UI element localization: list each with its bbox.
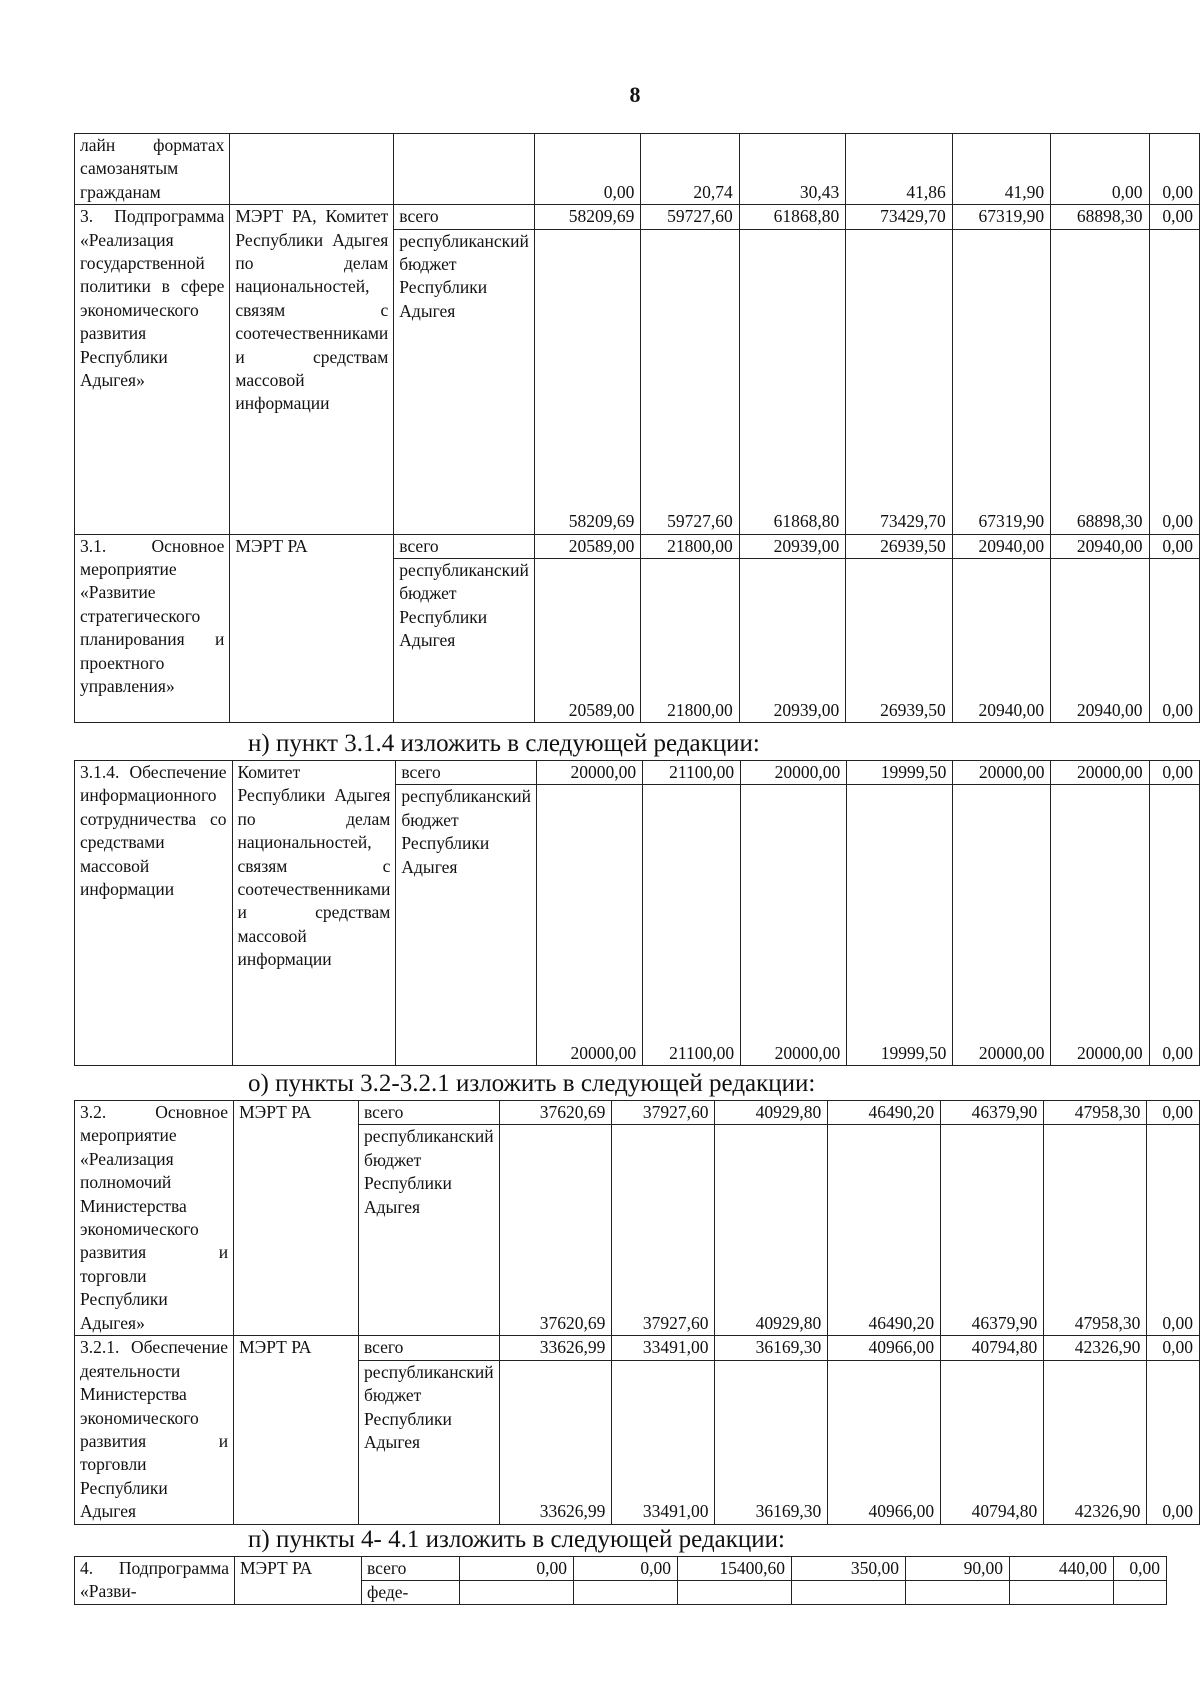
value-cell: 73429,70	[846, 229, 953, 534]
value-cell: 67319,90	[952, 205, 1050, 229]
value-cell: 0,00	[1147, 1336, 1200, 1360]
value-cell: 21800,00	[641, 534, 739, 558]
section-heading-o: о) пункты 3.2-3.2.1 изложить в следующей редакции:	[248, 1070, 816, 1097]
value-cell	[574, 1557, 678, 1605]
source-total: всего	[394, 205, 535, 229]
value-cell: 41,90	[952, 134, 1050, 205]
value-cell: 26939,50	[846, 534, 953, 558]
budget-table-4	[74, 1556, 1167, 1605]
value-text: 0,00	[1114, 1557, 1166, 1581]
value-cell: 20000,00	[953, 785, 1051, 1066]
executor-cell: МЭРТ РА	[230, 534, 394, 722]
value-cell: 20000,00	[953, 761, 1051, 785]
value-cell: 36169,30	[715, 1336, 828, 1360]
row-name: 3.1. Основное мероприятие «Развитие стратегического планирования и проектного управления»	[75, 534, 230, 722]
value-cell: 0,00	[1149, 229, 1200, 534]
value-cell: 20940,00	[1051, 559, 1149, 723]
source-total: всего	[362, 1557, 459, 1581]
budget-table-3-1-4	[74, 760, 1200, 1066]
value-cell: 0,00	[1147, 1125, 1200, 1336]
value-cell: 59727,60	[641, 229, 739, 534]
value-cell: 0,00	[1149, 559, 1200, 723]
value-cell: 40929,80	[715, 1101, 828, 1125]
value-cell: 67319,90	[952, 229, 1050, 534]
executor-cell: Комитет Республики Адыгея по делам национальностей, связям с соотечественниками и средствам массовой информации	[232, 761, 396, 1066]
value-cell: 58209,69	[534, 205, 641, 229]
executor-cell	[230, 134, 394, 205]
value-cell: 46379,90	[941, 1125, 1044, 1336]
value-cell: 40966,00	[828, 1336, 941, 1360]
value-cell: 36169,30	[715, 1360, 828, 1524]
value-cell: 33491,00	[612, 1360, 715, 1524]
value-cell: 20000,00	[741, 761, 847, 785]
value-cell: 40966,00	[828, 1360, 941, 1524]
value-cell: 0,00	[1051, 134, 1149, 205]
value-cell: 0,00	[1147, 1101, 1200, 1125]
value-cell: 20939,00	[739, 534, 846, 558]
value-cell: 20000,00	[536, 761, 642, 785]
source-budget: республиканский бюджет Республики Адыгея	[394, 559, 535, 723]
source-total: всего	[359, 1336, 500, 1360]
value-cell: 47958,30	[1044, 1101, 1147, 1125]
value-cell: 19999,50	[847, 761, 953, 785]
value-cell: 20940,00	[1051, 534, 1149, 558]
table-row	[75, 1101, 1200, 1125]
source-cell	[362, 1557, 460, 1605]
value-cell: 46490,20	[828, 1125, 941, 1336]
value-cell: 40794,80	[941, 1360, 1044, 1524]
value-cell: 46490,20	[828, 1101, 941, 1125]
value-cell: 59727,60	[641, 205, 739, 229]
value-text: 0,00	[460, 1557, 573, 1581]
table-row	[75, 205, 1200, 229]
value-cell: 20940,00	[952, 559, 1050, 723]
value-cell	[460, 1557, 574, 1605]
value-cell: 20000,00	[536, 785, 642, 1066]
budget-table-continuation	[74, 133, 1200, 723]
table-row	[75, 1557, 1167, 1605]
value-text: 90,00	[906, 1557, 1009, 1581]
value-cell: 21100,00	[643, 761, 741, 785]
source-budget: республиканский бюджет Республики Адыгея	[394, 229, 535, 534]
value-cell: 37620,69	[499, 1101, 612, 1125]
value-cell: 61868,80	[739, 205, 846, 229]
value-cell: 20000,00	[1051, 785, 1149, 1066]
value-cell: 33626,99	[499, 1360, 612, 1524]
table-row	[75, 761, 1200, 785]
value-cell: 20589,00	[534, 559, 641, 723]
value-cell: 41,86	[846, 134, 953, 205]
value-cell: 68898,30	[1051, 205, 1149, 229]
section-heading-p: п) пункты 4- 4.1 изложить в следующей редакции:	[248, 1526, 785, 1553]
source-total: всего	[359, 1101, 500, 1125]
value-cell: 42326,90	[1044, 1360, 1147, 1524]
value-cell: 0,00	[1147, 1360, 1200, 1524]
source-budget: республиканский бюджет Республики Адыгея	[396, 785, 537, 1066]
value-cell	[792, 1557, 906, 1605]
executor-cell: МЭРТ РА, Комитет Республики Адыгея по делам национальностей, связям с соотечественниками и средствам массовой информации	[230, 205, 394, 534]
value-cell: 58209,69	[534, 229, 641, 534]
row-name: 3. Подпрограмма «Реализация государственной политики в сфере экономического развития Республики Адыгея»	[75, 205, 230, 534]
source-federal: феде-	[367, 1582, 409, 1602]
value-cell: 20000,00	[741, 785, 847, 1066]
value-cell	[1010, 1557, 1114, 1605]
table-row	[75, 534, 1200, 558]
value-cell: 73429,70	[846, 205, 953, 229]
budget-table-3-2	[74, 1100, 1200, 1525]
value-cell: 0,00	[534, 134, 641, 205]
value-text: 350,00	[792, 1557, 905, 1581]
executor-cell: МЭРТ РА	[234, 1101, 359, 1336]
value-cell: 0,00	[1149, 785, 1199, 1066]
section-heading-n: н) пункт 3.1.4 изложить в следующей редакции:	[248, 730, 760, 757]
value-cell: 40794,80	[941, 1336, 1044, 1360]
value-cell	[906, 1557, 1010, 1605]
row-name: 3.2.1. Обеспечение деятельности Министерства экономического развития и торговли Республики Адыгея	[75, 1336, 234, 1524]
table-row	[75, 1336, 1200, 1360]
value-cell: 20939,00	[739, 559, 846, 723]
value-cell: 26939,50	[846, 559, 953, 723]
value-cell: 0,00	[1149, 205, 1200, 229]
value-text: 0,00	[574, 1557, 677, 1581]
source-budget: республиканский бюджет Республики Адыгея	[359, 1125, 500, 1336]
value-cell: 20940,00	[952, 534, 1050, 558]
value-cell: 33491,00	[612, 1336, 715, 1360]
row-name: 3.1.4. Обеспечение информационного сотрудничества со средствами массовой информации	[75, 761, 233, 1066]
value-cell: 37620,69	[499, 1125, 612, 1336]
value-cell: 21100,00	[643, 785, 741, 1066]
value-cell: 0,00	[1149, 761, 1199, 785]
value-cell: 20589,00	[534, 534, 641, 558]
value-cell: 68898,30	[1051, 229, 1149, 534]
executor-cell: МЭРТ РА	[235, 1557, 362, 1605]
value-text: 440,00	[1010, 1557, 1113, 1581]
row-name: лайн форматах самозанятым гражданам	[75, 134, 230, 205]
value-cell: 0,00	[1149, 134, 1200, 205]
source-cell	[394, 134, 535, 205]
value-cell: 61868,80	[739, 229, 846, 534]
executor-cell: МЭРТ РА	[234, 1336, 359, 1524]
value-cell: 37927,60	[612, 1125, 715, 1336]
row-name: 4. Подпрограмма «Разви-	[75, 1557, 235, 1605]
value-cell: 30,43	[739, 134, 846, 205]
value-cell: 37927,60	[612, 1101, 715, 1125]
value-cell: 42326,90	[1044, 1336, 1147, 1360]
source-budget: республиканский бюджет Республики Адыгея	[359, 1360, 500, 1524]
page-number: 8	[629, 82, 641, 107]
value-cell	[1114, 1557, 1167, 1605]
value-cell	[678, 1557, 792, 1605]
value-cell: 19999,50	[847, 785, 953, 1066]
value-cell: 33626,99	[499, 1336, 612, 1360]
table-row	[75, 134, 1200, 205]
value-cell: 40929,80	[715, 1125, 828, 1336]
row-name: 3.2. Основное мероприятие «Реализация полномочий Министерства экономического развития и торговли Республики Адыгея»	[75, 1101, 234, 1336]
source-total: всего	[396, 761, 537, 785]
value-cell: 47958,30	[1044, 1125, 1147, 1336]
value-cell: 21800,00	[641, 559, 739, 723]
value-text: 15400,60	[678, 1557, 791, 1581]
value-cell: 0,00	[1149, 534, 1200, 558]
value-cell: 20000,00	[1051, 761, 1149, 785]
value-cell: 46379,90	[941, 1101, 1044, 1125]
source-total: всего	[394, 534, 535, 558]
value-cell: 20,74	[641, 134, 739, 205]
